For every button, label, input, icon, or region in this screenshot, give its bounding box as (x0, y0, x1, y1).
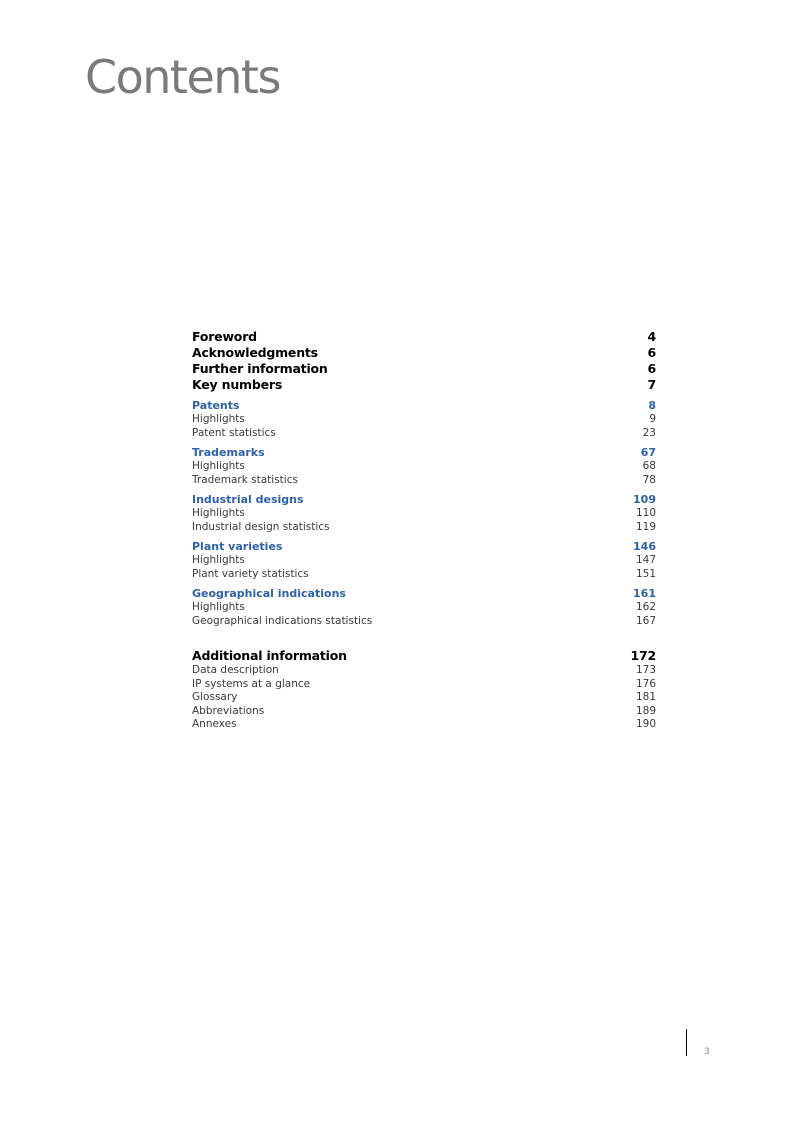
toc-subentry[interactable] (192, 554, 656, 568)
toc-subentry[interactable] (192, 507, 656, 521)
toc-subentry-label: IP systems at a glance (192, 677, 311, 690)
toc-entry-page: 172 (630, 648, 656, 663)
toc-subentry-page: 147 (635, 554, 656, 566)
toc-section-geographical-indications (192, 587, 656, 628)
toc-section-heading[interactable] (192, 399, 656, 413)
toc-subentry[interactable] (192, 474, 656, 488)
toc-section-page: 146 (633, 540, 656, 553)
toc-subentry[interactable] (192, 413, 656, 427)
toc-entry-acknowledgments[interactable] (192, 345, 656, 361)
toc-subentry-label: Glossary (192, 691, 238, 703)
toc-subentry-page: 119 (635, 520, 656, 533)
toc-subentry-page: 110 (635, 507, 656, 519)
toc-section-heading[interactable] (192, 493, 656, 507)
toc-subentry-label: Trademark statistics (192, 473, 298, 486)
toc-subentry-label: Geographical indications statistics (192, 614, 373, 627)
toc-section-page: 8 (648, 399, 656, 412)
toc-front-matter (192, 329, 656, 393)
toc-subentry-page: 181 (635, 691, 656, 703)
page-title: Contents (85, 50, 280, 104)
toc-subentry-label: Data description (192, 664, 279, 676)
toc-subentry-label: Abbreviations (192, 704, 265, 717)
toc-section-label: Trademarks (192, 446, 265, 459)
toc-subentry[interactable] (192, 568, 656, 582)
toc-section-page: 109 (633, 493, 656, 506)
toc-subentry-label: Plant variety statistics (192, 567, 309, 580)
page-number: 3 (704, 1047, 710, 1057)
toc-section-patents (192, 399, 656, 440)
toc-section-heading[interactable] (192, 540, 656, 554)
toc-subentry[interactable] (192, 691, 656, 705)
toc-subentry-label: Highlights (192, 507, 245, 519)
toc-subentry-page: 162 (635, 601, 656, 613)
toc-subentry-label: Highlights (192, 413, 245, 425)
toc-section-heading[interactable] (192, 587, 656, 601)
toc-section-label: Patents (192, 399, 240, 412)
toc-entry-label: Additional information (192, 648, 347, 663)
toc-subentry-page: 78 (642, 473, 656, 486)
toc-entry-label: Further information (192, 361, 328, 376)
toc-subentry-page: 189 (635, 704, 656, 717)
toc-entry-key-numbers[interactable] (192, 377, 656, 393)
toc-subentry-page: 167 (635, 614, 656, 627)
toc-subentry-page: 151 (635, 567, 656, 580)
toc-entry-foreword[interactable] (192, 329, 656, 345)
toc-subentry-label: Highlights (192, 460, 245, 472)
toc-subentry-label: Annexes (192, 718, 237, 730)
toc-subentry[interactable] (192, 615, 656, 629)
toc-entry-label: Acknowledgments (192, 345, 318, 360)
toc-entry-page: 7 (647, 377, 656, 392)
toc-subentry-label: Highlights (192, 554, 245, 566)
toc-entry-page: 4 (647, 329, 656, 344)
toc-subentry-page: 173 (635, 664, 656, 676)
toc-subentry[interactable] (192, 678, 656, 692)
toc-entry-label: Key numbers (192, 377, 283, 392)
toc-entry-page: 6 (647, 361, 656, 376)
table-of-contents (192, 323, 656, 732)
toc-subentry-page: 23 (642, 426, 656, 439)
toc-entry-additional-information[interactable] (192, 648, 656, 664)
toc-subentry-page: 9 (649, 413, 656, 425)
toc-subentry[interactable] (192, 664, 656, 678)
toc-section-label: Industrial designs (192, 493, 304, 506)
toc-subentry-label: Patent statistics (192, 426, 276, 439)
toc-subentry-page: 190 (635, 718, 656, 730)
toc-subentry[interactable] (192, 460, 656, 474)
toc-section-industrial-designs (192, 493, 656, 534)
toc-section-heading[interactable] (192, 446, 656, 460)
toc-section-additional-information (192, 648, 656, 732)
toc-entry-page: 6 (647, 345, 656, 360)
toc-section-trademarks (192, 446, 656, 487)
toc-subentry-label: Industrial design statistics (192, 520, 330, 533)
footer-divider (686, 1029, 687, 1056)
toc-section-plant-varieties (192, 540, 656, 581)
toc-section-label: Plant varieties (192, 540, 283, 553)
toc-subentry[interactable] (192, 601, 656, 615)
toc-subentry-page: 68 (642, 460, 656, 472)
toc-entry-further-information[interactable] (192, 361, 656, 377)
toc-subentry[interactable] (192, 718, 656, 732)
toc-entry-label: Foreword (192, 329, 257, 344)
toc-subentry[interactable] (192, 427, 656, 441)
toc-subentry[interactable] (192, 521, 656, 535)
toc-subentry-page: 176 (635, 677, 656, 690)
toc-section-page: 67 (640, 446, 656, 459)
toc-subentry-label: Highlights (192, 601, 245, 613)
toc-section-label: Geographical indications (192, 587, 346, 600)
toc-subentry[interactable] (192, 705, 656, 719)
toc-section-page: 161 (633, 587, 656, 600)
